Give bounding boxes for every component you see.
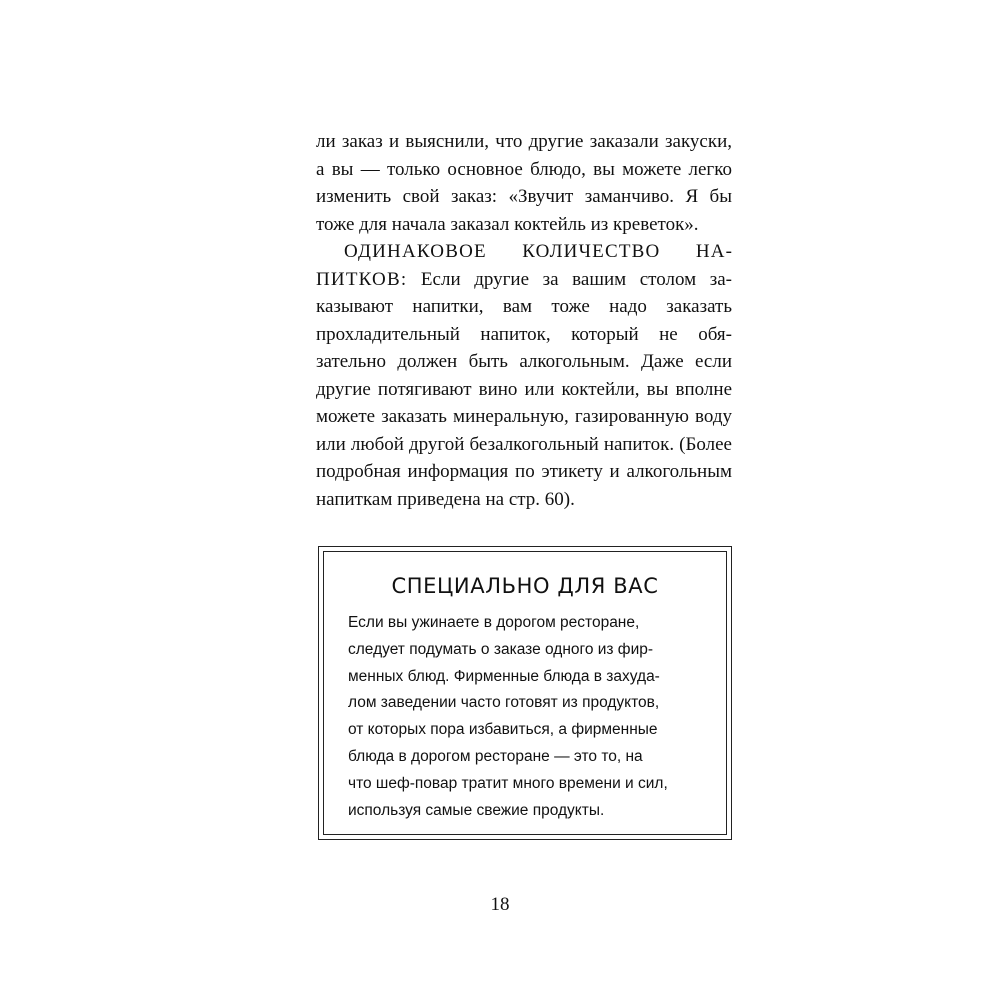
sidebar-line: Если вы ужинаете в дорогом ресторане, xyxy=(348,614,640,631)
paragraph-heading: ОДИНАКОВОЕ КОЛИЧЕСТВО НАПИТКОВ: xyxy=(316,241,732,290)
sidebar-line: от которых пора избавиться, а фирменные xyxy=(348,721,658,739)
paragraph-same-drinks xyxy=(316,238,732,513)
sidebar-text xyxy=(348,610,702,824)
sidebar-line: менных блюд. Фирменные блюда в захуда- xyxy=(348,667,660,685)
page-number: 18 xyxy=(490,894,510,915)
sidebar-line: лом заведении часто готовят из продуктов, xyxy=(348,694,660,712)
paragraph-continuation: ли заказ и выяснили, что другие заказали закуски, а вы — только основное блюдо, вы можете легко изменить свой заказ: «Звучит заманчиво. Я бы тоже для начала заказал коктейль из креветок». xyxy=(316,131,732,235)
paragraph-text: Если другие за вашим столом заказывают напитки, вам тоже надо заказать прохладительный напиток, который не обязательно должен быть алкогольным. Даже если другие потягивают вино или коктейли, вы вполне можете заказать минеральную, газированную воду или любой другой безалкогольный напиток. (Более подробная информация по этикету и алкогольным напиткам приведена на стр. 60). xyxy=(316,268,732,510)
sidebar-line: используя самые свежие продукты. xyxy=(348,801,605,819)
sidebar-line: следует подумать о заказе одного из фир- xyxy=(348,640,654,658)
sidebar-line: блюда в дорогом ресторане — это то, на xyxy=(348,747,643,765)
sidebar-line: что шеф-повар тратит много времени и сил, xyxy=(348,774,668,792)
sidebar-title: СПЕЦИАЛЬНО ДЛЯ ВАС xyxy=(391,574,659,598)
body-text xyxy=(316,128,732,513)
sidebar-inner-frame xyxy=(323,551,727,835)
sidebar-box xyxy=(318,546,732,840)
